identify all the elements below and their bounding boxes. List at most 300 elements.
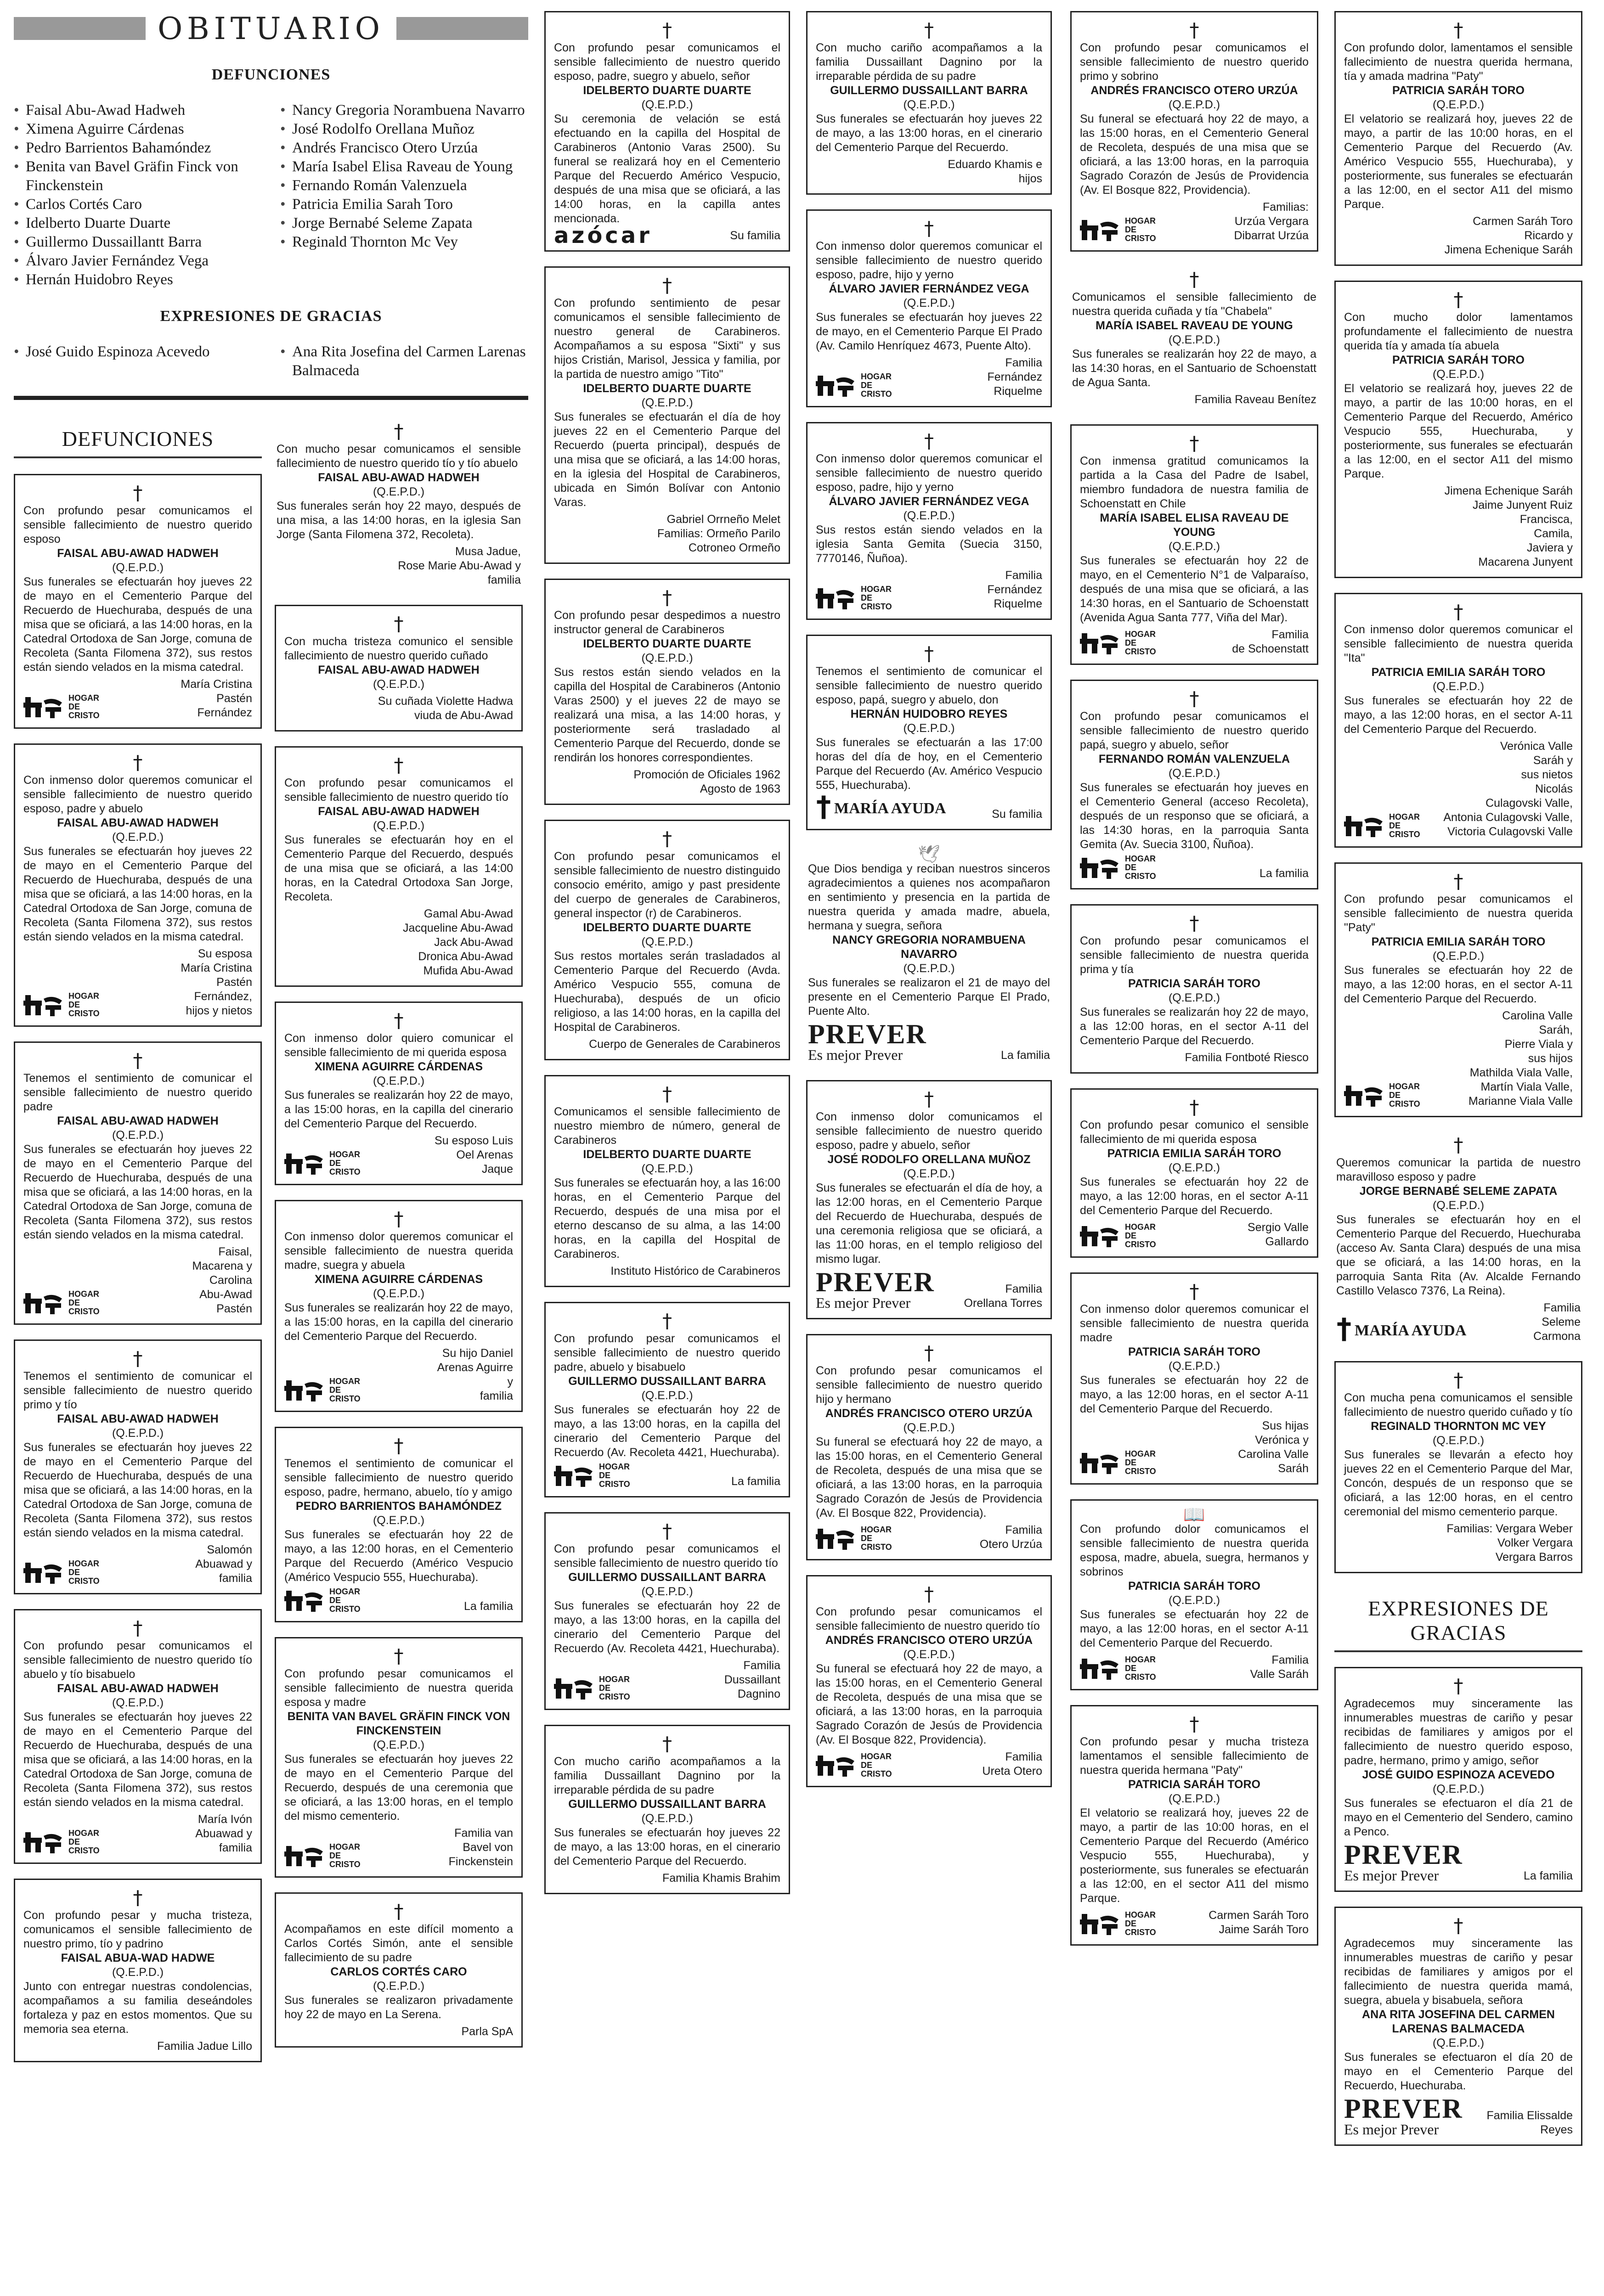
signature-line: Carmen Saráh Toro	[1209, 1909, 1309, 1922]
prever-name: PREVER	[808, 1019, 927, 1049]
notice-details: Junto con entregar nuestras condolencias, acompañamos a su familia deseándoles fortaleza y paz en estos momentos. Que su memoria sea eterna.	[23, 1980, 252, 2036]
notice-details: Su funeral se efectuará hoy 22 de mayo, a las 15:00 horas, en el Cementerio General de Recoleta, después de una misa que se oficiará, a las 13:00 horas, en la parroquia Sagrado Corazón de Jesús de Providencia (Av. El Bosque 822, Providencia).	[816, 1435, 1042, 1519]
signature-line: Bavel von	[463, 1841, 513, 1854]
notice-footer	[23, 677, 252, 720]
index-item: • Guillermo Dussaillantt Barra	[14, 233, 262, 252]
hogar-de-cristo-logo	[284, 1377, 371, 1403]
signature-line: La familia	[464, 1600, 513, 1613]
obituary-notice	[14, 1339, 262, 1594]
notice-intro: Con profundo pesar comunicamos el sensible fallecimiento de nuestro querido tío	[816, 1605, 1042, 1632]
signature-line: Fernández,	[194, 990, 252, 1003]
notice-footer	[816, 356, 1042, 399]
signature	[1443, 739, 1573, 839]
signature	[1248, 1221, 1309, 1249]
signature-line: y	[507, 1375, 513, 1388]
deceased-name: PATRICIA SARÁH TORO	[1392, 84, 1525, 97]
index-item: • Fernando Román Valenzuela	[280, 176, 528, 195]
deceased-name: PATRICIA SARÁH TORO	[1128, 1778, 1260, 1791]
signature-line: Salomón	[207, 1543, 252, 1556]
signature-line: La familia	[1001, 1049, 1050, 1062]
logo-text: HOGAR DE CRISTO	[329, 1150, 361, 1176]
notice-details: Sus restos están siendo velados en la iglesia Santa Gemita (Suecia 3150, 7770146, Ñuñoa).	[816, 523, 1042, 565]
notice-intro: Con inmenso dolor quiero comunicar el sensible fallecimiento de mi querida esposa	[284, 1032, 513, 1059]
notice-footer	[554, 1871, 780, 1885]
obituary-notice	[14, 1609, 262, 1864]
notice-intro: Con profundo pesar comunicamos el sensible fallecimiento de nuestra querida esposa y madre	[284, 1667, 513, 1709]
qepd-label: (Q.E.P.D.)	[373, 819, 425, 832]
obituary-notice	[1070, 266, 1318, 410]
column-6	[1334, 11, 1582, 2161]
signature-line: Familia	[1005, 356, 1042, 369]
notice-intro: Con profundo sentimiento de pesar comunicamos el sensible fallecimiento de nuestro general de Carabineros. Acompañamos a su esposa "Sixti" y sus hijos Cristián, Marisol, Jessica y familia, por la partida de nuestro amigo "Tito"	[554, 297, 780, 381]
signature-line: Pastén	[216, 692, 252, 705]
signature-line: Familia	[1005, 569, 1042, 582]
signature-line: Carolina Valle	[1502, 1009, 1573, 1022]
signature	[987, 356, 1042, 399]
obituary-notice	[806, 11, 1052, 195]
signature-line: Otero Urzúa	[979, 1538, 1042, 1551]
deceased-name: PATRICIA EMILIA SARÁH TORO	[1371, 666, 1546, 679]
index-item: • Ximena Aguirre Cárdenas	[14, 120, 262, 139]
obituary-notice	[1334, 1907, 1582, 2146]
notice-details: Sus funerales se efectuarán a las 17:00 horas del día de hoy, en el Cementerio Parque del Recuerdo (Av. Américo Vespucio 555, Huechuraba).	[816, 736, 1042, 792]
notice-details: Sus funerales se realizarán hoy 22 de mayo, a las 14:30 horas, en el Santuario de Schoenstatt de Agua Santa.	[1072, 348, 1316, 389]
signature-line: Marianne Viala Valle	[1468, 1095, 1573, 1108]
qepd-label: (Q.E.P.D.)	[641, 1162, 693, 1175]
deceased-name: MARÍA ISABEL ELISA RAVEAU DE YOUNG	[1100, 512, 1289, 539]
signature	[464, 1599, 513, 1614]
signature-line: Carmona	[1533, 1330, 1581, 1343]
notices-column-2	[275, 418, 523, 2048]
signature-line: Carolina	[209, 1274, 252, 1287]
prever-tagline: Es mejor Prever	[808, 1047, 903, 1063]
signature	[437, 1346, 513, 1403]
signature-line: Camila,	[1534, 527, 1573, 540]
cross-icon: †	[662, 1083, 672, 1105]
signature	[1209, 1908, 1309, 1937]
logo-text: HOGAR DE CRISTO	[1125, 216, 1156, 243]
signature	[948, 158, 1042, 186]
signature-line: Su esposa	[198, 947, 252, 960]
signature-line: Jaime Saráh Toro	[1219, 1923, 1309, 1936]
notice-intro: Con inmenso dolor comunicamos el sensible fallecimiento de nuestro querido esposo, padre y abuelo, señor	[816, 1110, 1042, 1152]
notice-details: Sus funerales se efectuarán hoy, a las 16:00 horas, en el Cementerio Parque del Recuerdo, después de una misa por el eterno descanso de su alma, a las 14:00 horas, en la capilla del Hospital de Carabineros.	[554, 1176, 780, 1261]
column-4	[806, 11, 1052, 1802]
signature-line: Gamal Abu-Awad	[424, 907, 513, 920]
notice-details: Sus funerales se efectuarán hoy jueves 22 de mayo en el Cementerio Parque del Recuerdo de Huechuraba, después de una misa que se oficiará, a las 14:00 horas, en la Catedral Ortodoxa de San Jorge, comuna de Recoleta (Santa Filomena 372), sus restos están siendo velados en la misma catedral.	[23, 1441, 252, 1539]
notices-column-1	[14, 474, 262, 2062]
prever-logo	[1344, 2093, 1463, 2138]
hogar-de-cristo-logo	[1080, 1223, 1166, 1249]
signature-line: Riquelme	[994, 385, 1042, 398]
deceased-name: PATRICIA SARÁH TORO	[1128, 977, 1260, 990]
signature	[1195, 393, 1316, 407]
signature-line: Saráh	[1278, 1462, 1309, 1475]
obituary-notice	[275, 418, 523, 590]
hogar-de-cristo-logo	[816, 1752, 902, 1778]
notice-details: Su funeral se efectuará hoy 22 de mayo, a las 15:00 horas, en el Cementerio General de Recoleta, después de una misa que se oficiará, a las 13:00 horas, en la parroquia Sagrado Corazón de Jesús de Providencia (Av. El Bosque 822, Providencia).	[816, 1662, 1042, 1746]
deceased-name: GUILLERMO DUSSAILLANT BARRA	[830, 84, 1028, 97]
signature-line: Dagnino	[737, 1688, 780, 1700]
notice-intro: Con mucho cariño acompañamos a la familia Dussaillant Dagnino por la irreparable pérdida de su padre	[554, 1755, 780, 1796]
qepd-label: (Q.E.P.D.)	[112, 1966, 164, 1979]
signature	[181, 677, 252, 720]
signature	[195, 1543, 252, 1586]
signature-line: sus hijos	[1528, 1052, 1573, 1065]
signature-line: Orellana Torres	[964, 1297, 1042, 1310]
signature-line: Dibarrat Urzúa	[1234, 229, 1309, 242]
cross-icon: †	[1453, 19, 1463, 41]
qepd-label: (Q.E.P.D.)	[373, 1287, 425, 1300]
obituario-header	[14, 11, 528, 46]
qepd-label: (Q.E.P.D.)	[1168, 98, 1220, 111]
notice-details: Sus funerales se llevarán a efecto hoy jueves 22 en el Cementerio Parque del Mar, Concón, después de un responso que se oficiará, a las 12:00 horas, en el centro ceremonial del mismo cementerio parque.	[1344, 1448, 1573, 1518]
signature-line: familia	[487, 574, 521, 586]
signature-line: Vergara Barros	[1495, 1551, 1573, 1564]
notice-footer	[1080, 855, 1309, 881]
obituary-notice	[1070, 1272, 1318, 1485]
notice-details: Sus restos están siendo velados en la capilla del Hospital de Carabineros (Antonio Varas 2500) y el jueves 22 de mayo se realizará una misa, a las 14:00 horas, y posteriormente será trasladado al Cementerio Parque del Recuerdo, donde se rendirán los honores correspondientes.	[554, 666, 780, 764]
signature-line: Familias: Vergara Weber	[1446, 1522, 1573, 1535]
notice-footer	[277, 545, 521, 587]
signature-line: Su cuñada Violette Hadwa	[378, 695, 513, 708]
notice-intro: Queremos comunicar la partida de nuestro maravilloso esposo y padre	[1336, 1156, 1581, 1183]
notice-details: Sus funerales se realizaron el 21 de mayo del presente en el Cementerio Parque El Prado, Puente Alto.	[808, 976, 1050, 1018]
signature-line: Antonia Culagovski Valle,	[1443, 811, 1573, 824]
notice-footer	[1080, 1908, 1309, 1937]
hogar-de-cristo-logo	[816, 585, 902, 611]
signature-line: Jaque	[481, 1163, 513, 1176]
deceased-name: ANDRÉS FRANCISCO OTERO URZÚA	[1090, 84, 1298, 97]
cross-icon: †	[1189, 687, 1199, 710]
index-item: • Ana Rita Josefina del Carmen Larenas Balmaceda	[280, 343, 528, 380]
signature-line: Sus hijas	[1262, 1419, 1309, 1432]
hogar-de-cristo-logo	[284, 1587, 371, 1614]
signature-line: Pierre Viala y	[1504, 1038, 1573, 1051]
signature-line: de Schoenstatt	[1232, 642, 1309, 655]
signature-line: Macarena Junyent	[1478, 556, 1573, 568]
qepd-label: (Q.E.P.D.)	[1168, 1161, 1220, 1174]
cross-icon	[816, 795, 831, 822]
index-item: • María Isabel Elisa Raveau de Young	[280, 158, 528, 176]
obituary-notice	[544, 1302, 790, 1497]
notice-details: Sus funerales se efectuarán hoy jueves 22 de mayo en el Cementerio Parque del Recuerdo de Huechuraba, después de una misa que se oficiará, a las 14:00 horas, en la Catedral Ortodoxa de San Jorge, comuna de Recoleta (Santa Filomena 372), sus restos están siendo velados en la misma catedral.	[23, 1143, 252, 1241]
deceased-name: ÁLVARO JAVIER FERNÁNDEZ VEGA	[829, 495, 1029, 508]
signature-line: Martín Viala Valle,	[1480, 1080, 1573, 1093]
cross-icon: †	[662, 827, 672, 850]
logo-text: HOGAR DE CRISTO	[861, 585, 892, 611]
signature-line: Saráh y	[1533, 754, 1573, 767]
logo-text: HOGAR DE CRISTO	[1389, 812, 1420, 839]
index-item: • Patricia Emilia Sarah Toro	[280, 195, 528, 214]
obituary-notice	[806, 1334, 1052, 1560]
index-item: • Benita van Bavel Gräfin Finck von Finckenstein	[14, 158, 262, 195]
cross-icon: †	[1453, 1675, 1463, 1697]
logo-text: HOGAR DE CRISTO	[1125, 1910, 1156, 1937]
notice-footer	[23, 1245, 252, 1316]
signature	[964, 1282, 1042, 1311]
signature-line: Jacqueline Abu-Awad	[403, 922, 513, 934]
prever-tagline: Es mejor Prever	[1344, 1867, 1439, 1884]
deceased-name: FAISAL ABU-AWAD HADWEH	[57, 1682, 219, 1695]
signature-line: Finckenstein	[448, 1855, 513, 1868]
qepd-label: (Q.E.P.D.)	[1432, 1199, 1485, 1212]
notice-footer	[284, 2025, 513, 2039]
logo-text: MARÍA AYUDA	[834, 800, 946, 817]
cross-icon: †	[1189, 19, 1199, 41]
hogar-de-cristo-logo	[284, 1843, 371, 1869]
notice-details: Sus funerales se efectuarán hoy jueves en el Cementerio General (acceso Recoleta), después de un responso que se oficiará, a las 14:30 horas, en la parroquia Santa Gemita (Av. Suecia 3100, Ñuñoa).	[1080, 781, 1309, 851]
signature-line: viuda de Abu-Awad	[414, 709, 513, 722]
deceased-name: JOSÉ GUIDO ESPINOZA ACEVEDO	[1362, 1768, 1555, 1781]
signature-line: sus nietos	[1521, 768, 1573, 781]
notice-details: Sus funerales se efectuarán hoy en el Cementerio Parque del Recuerdo, después de una misa que se oficiará, a las 14:00 horas, en la Catedral Ortodoxa San Jorge, Recoleta.	[284, 833, 513, 903]
obituary-notice	[806, 635, 1052, 830]
notice-footer	[284, 1826, 513, 1869]
notice-intro: Con mucha tristeza comunico el sensible fallecimiento de nuestro querido cuñado	[284, 635, 513, 662]
cross-icon: †	[1453, 1369, 1463, 1391]
notice-intro: Con inmenso dolor queremos comunicar el sensible fallecimiento de nuestra querida "Ita"	[1344, 623, 1573, 664]
notice-intro: Con inmenso dolor queremos comunicar el sensible fallecimiento de nuestro querido esposo, padre, hijo y yerno	[816, 240, 1042, 281]
notice-footer	[284, 1134, 513, 1176]
signature	[987, 568, 1042, 611]
hogar-de-cristo-logo	[1080, 1655, 1166, 1682]
signature-line: Javiera y	[1526, 541, 1573, 554]
signature-line: Jimena Echenique Saráh	[1444, 484, 1573, 497]
signature-line: Verónica y	[1255, 1434, 1309, 1446]
notice-intro: Con mucho cariño acompañamos a la familia Dussaillant Dagnino por la irreparable pérdida de su padre	[816, 41, 1042, 83]
notice-details: Sus funerales se efectuarán hoy 22 de mayo, en el Cementerio N°1 de Valparaíso, después de una misa que se oficiará, a las 14:30 horas, en el Santuario de Schoenstatt (Avenida Agua Santa 777, Viña del Mar).	[1080, 554, 1309, 624]
index-gracias-title: EXPRESIONES DE GRACIAS	[160, 308, 382, 325]
logo-text: HOGAR DE CRISTO	[861, 1752, 892, 1778]
obituary-notice	[275, 1002, 523, 1185]
prever-name: PREVER	[1344, 1840, 1463, 1870]
signature-line: Familia Raveau Benítez	[1194, 393, 1316, 406]
cross-icon: †	[1189, 1096, 1199, 1119]
obituary-notice	[1070, 904, 1318, 1074]
signature-line: Carolina Valle	[1238, 1448, 1309, 1461]
signature-line: Familias:	[1262, 201, 1309, 214]
qepd-label: (Q.E.P.D.)	[641, 1812, 693, 1825]
prever-logo	[1344, 1842, 1463, 1883]
notice-intro: Agradecemos muy sinceramente las innumerables muestras de cariño y pesar recibidas de familiares y amigos por el fallecimiento de nuestro querido esposo, padre, hermano, primo y amigo, señor	[1344, 1697, 1573, 1767]
obituary-notice	[1334, 1132, 1582, 1346]
notice-details: Sus funerales se efectuarán hoy 22 de mayo, a las 12:00 horas, en el sector A-11 del Cementerio Parque del Recuerdo.	[1080, 1176, 1309, 1217]
signature	[1445, 214, 1573, 257]
notice-details: Sus funerales se efectuarán hoy jueves 22 de mayo, a las 13:00 horas, en el cinerario del Cementerio Parque del Recuerdo.	[554, 1826, 780, 1868]
signature-line: Eduardo Khamis e	[948, 158, 1042, 171]
qepd-label: (Q.E.P.D.)	[1432, 98, 1485, 111]
hogar-de-cristo-logo	[23, 1559, 110, 1586]
signature	[730, 229, 780, 243]
obituary-notice	[275, 1637, 523, 1878]
notice-footer	[284, 694, 513, 723]
signature	[1445, 484, 1573, 569]
notice-details: Sus funerales se efectuarán hoy jueves 22 de mayo en el Cementerio Parque del Recuerdo de Huechuraba, después de una misa que se oficiará, a las 14:00 horas, en la Catedral Ortodoxa de San Jorge, comuna de Recoleta (Santa Filomena 372), sus restos están siendo velados en la misma catedral.	[23, 1711, 252, 1809]
signature-line: Familia van	[454, 1827, 513, 1840]
qepd-label: (Q.E.P.D.)	[112, 1696, 164, 1709]
notice-details: Sus funerales se efectuaron el día 20 de mayo en el Cementerio Parque del Recuerdo, Huechuraba.	[1344, 2051, 1573, 2092]
signature-line: Su hijo Daniel	[442, 1347, 513, 1360]
notice-intro: Con profundo pesar comunicamos el sensible fallecimiento de nuestro querido tío	[554, 1542, 780, 1570]
qepd-label: (Q.E.P.D.)	[1168, 333, 1220, 346]
signature-line: Parla SpA	[461, 2025, 513, 2038]
notice-footer	[284, 1346, 513, 1403]
index-defunciones	[14, 101, 528, 289]
qepd-label: (Q.E.P.D.)	[1432, 2037, 1485, 2049]
notice-details: Sus funerales se efectuaron el día 21 de mayo en el Cementerio del Sendero, camino a Penco.	[1344, 1797, 1573, 1838]
notice-intro: Tenemos el sentimiento de comunicar el sensible fallecimiento de nuestro querido padre	[23, 1072, 252, 1113]
qepd-label: (Q.E.P.D.)	[903, 1421, 955, 1434]
signature	[662, 1871, 780, 1885]
deceased-name: GUILLERMO DUSSAILLANT BARRA	[568, 1375, 766, 1388]
notice-intro: Con profundo pesar comunico el sensible fallecimiento de mi querida esposa	[1080, 1119, 1309, 1146]
cross-icon: †	[924, 1583, 934, 1605]
obituary-notice	[1070, 424, 1318, 665]
qepd-label: (Q.E.P.D.)	[1432, 368, 1485, 381]
qepd-label: (Q.E.P.D.)	[903, 1648, 955, 1661]
signature-line: Fernández	[987, 371, 1042, 383]
cross-icon: †	[924, 217, 934, 240]
cross-icon: †	[1189, 1713, 1199, 1735]
deceased-name: MARÍA ISABEL RAVEAU DE YOUNG	[1096, 319, 1293, 332]
notice-intro: Con profundo pesar comunicamos el sensible fallecimiento de nuestro querido tío abuelo y tío bisabuelo	[23, 1639, 252, 1681]
cross-icon: †	[924, 642, 934, 665]
qepd-label: (Q.E.P.D.)	[903, 1167, 955, 1180]
hogar-de-cristo-logo	[816, 372, 902, 399]
notice-footer	[1080, 1653, 1309, 1682]
deceased-name: JORGE BERNABÉ SELEME ZAPATA	[1359, 1185, 1558, 1198]
hogar-de-cristo-logo	[1080, 855, 1166, 881]
qepd-label: (Q.E.P.D.)	[373, 678, 425, 691]
hogar-de-cristo-logo	[1080, 1450, 1166, 1476]
page-title: OBITUARIO	[158, 11, 384, 46]
qepd-label: (Q.E.P.D.)	[903, 297, 955, 310]
cross-icon: †	[924, 1088, 934, 1110]
obituary-notice	[544, 266, 790, 564]
signature-line: Urzúa Vergara	[1234, 215, 1309, 228]
deceased-name: PATRICIA SARÁH TORO	[1128, 1580, 1260, 1593]
qepd-label: (Q.E.P.D.)	[373, 1980, 425, 1992]
signature	[1001, 1048, 1050, 1063]
signature-line: Familia	[1271, 1654, 1309, 1666]
signature-line: Familias: Ormeño Parilo	[657, 527, 780, 540]
signature-line: Fernández	[197, 706, 252, 719]
divider	[14, 396, 528, 400]
notice-intro: Con profundo pesar comunicamos el sensible fallecimiento de nuestro distinguido consocio emérito, amigo y past presidente del cuerpo de generales de Carabineros, general inspector (r) de Carabineros.	[554, 850, 780, 920]
notice-footer	[23, 1812, 252, 1855]
cross-icon: †	[662, 1310, 672, 1332]
prever-logo	[816, 1269, 935, 1311]
notice-intro: Con inmensa gratitud comunicamos la partida a la Casa del Padre de Isabel, miembro fundadora de nuestra familia de Schoenstatt en Chile	[1080, 455, 1309, 510]
hogar-de-cristo-logo	[1080, 630, 1166, 656]
cross-icon: †	[394, 420, 404, 443]
signature-line: Valle Saráh	[1250, 1668, 1309, 1681]
maria-ayuda-logo	[1336, 1317, 1466, 1344]
deceased-name: ANDRÉS FRANCISCO OTERO URZÚA	[825, 1634, 1033, 1647]
signature-line: Familia	[1005, 1750, 1042, 1763]
obituary-notice	[544, 11, 790, 252]
signature-line: María Cristina	[181, 678, 252, 691]
notice-details: Sus funerales se realizaron privadamente hoy 22 de mayo en La Serena.	[284, 1994, 513, 2021]
obituary-notice	[1070, 680, 1318, 889]
notice-details: Sus funerales serán hoy 22 mayo, después de una misa, a las 14:00 horas, en la iglesia San Jorge (Santa Filomena 372, Recoleta).	[277, 500, 521, 541]
deceased-name: PATRICIA SARÁH TORO	[1128, 1345, 1260, 1358]
logo-text: HOGAR DE CRISTO	[329, 1587, 361, 1614]
qepd-label: (Q.E.P.D.)	[1168, 1360, 1220, 1373]
signature-line: María Ivón	[198, 1813, 252, 1826]
notice-intro: Con inmenso dolor queremos comunicar el sensible fallecimiento de nuestro querido esposo, padre, hijo y yerno	[816, 452, 1042, 494]
signature-line: Francisca,	[1519, 513, 1573, 526]
notice-footer	[1080, 1221, 1309, 1249]
deceased-name: FAISAL ABU-AWAD HADWEH	[318, 805, 480, 818]
notice-details: Sus restos mortales serán trasladados al Cementerio Parque del Recuerdo (Avda. Américo Vespucio 555, comuna de Huechuraba), después de un oficio religioso, a las 14:00 horas, en la capilla del Hospital de Carabineros.	[554, 950, 780, 1034]
deceased-name: HERNÁN HUIDOBRO REYES	[850, 708, 1008, 720]
signature-line: Mathilda Viala Valle,	[1469, 1066, 1573, 1079]
notice-intro: Con profundo pesar comunicamos el sensible fallecimiento de nuestro querido tío	[284, 777, 513, 804]
notice-footer	[554, 1463, 780, 1489]
hogar-de-cristo-logo	[23, 1290, 110, 1316]
notice-intro: Que Dios bendiga y reciban nuestros sinceros agradecimientos a quienes nos acompañaron en sentimiento y presencia en la partida de nuestra querida y amada madre, abuela, hermana y suegra, señora	[808, 862, 1050, 932]
notice-intro: Con inmenso dolor queremos comunicar el sensible fallecimiento de nuestra querida madre, suegra y abuela	[284, 1230, 513, 1272]
notice-footer	[23, 2039, 252, 2054]
index-item: • Andrés Francisco Otero Urzúa	[280, 139, 528, 158]
notice-intro: Tenemos el sentimiento de comunicar el sensible fallecimiento de nuestro querido primo y tío	[23, 1370, 252, 1411]
signature-line: Familia	[1543, 1301, 1581, 1314]
obituary-notice	[1070, 1705, 1318, 1946]
notice-intro: Comunicamos el sensible fallecimiento de nuestra querida cuñada y tía "Chabela"	[1072, 291, 1316, 318]
obituary-notice	[1334, 281, 1582, 578]
prever-logo	[808, 1021, 927, 1063]
obituary-notice	[806, 845, 1052, 1065]
logo-text: HOGAR DE CRISTO	[68, 1289, 100, 1316]
index-item: • Idelberto Duarte Duarte	[14, 214, 262, 233]
obituary-notice	[14, 1879, 262, 2062]
deceased-name: XIMENA AGUIRRE CÁRDENAS	[314, 1060, 483, 1073]
obituary-notice	[806, 1080, 1052, 1319]
signature-line: Jimena Echenique Saráh	[1444, 243, 1573, 256]
cross-icon: †	[924, 430, 934, 452]
signature	[1486, 2109, 1573, 2137]
signature-line: Familia Jadue Lillo	[157, 2040, 252, 2053]
signature-line: Oel Arenas	[456, 1148, 513, 1161]
index-item: • Álvaro Javier Fernández Vega	[14, 252, 262, 270]
qepd-label: (Q.E.P.D.)	[1168, 540, 1220, 553]
signature-line: Familia	[1005, 1524, 1042, 1536]
cross-icon: †	[133, 1049, 143, 1072]
qepd-label: (Q.E.P.D.)	[373, 485, 425, 498]
logo-text: HOGAR DE CRISTO	[1125, 1449, 1156, 1476]
qepd-label: (Q.E.P.D.)	[1432, 1783, 1485, 1795]
notice-intro: Con profundo dolor comunicamos el sensible fallecimiento de nuestra querida esposa, madre, abuela, suegra, hermanos y sobrinos	[1080, 1523, 1309, 1578]
signature-line: Gallardo	[1265, 1235, 1309, 1248]
signature-line: Ricardo y	[1524, 229, 1573, 242]
obituary-notice	[544, 1512, 790, 1710]
signature-line: Ureta Otero	[982, 1765, 1042, 1778]
notice-details: Sus funerales se efectuarán hoy jueves 22 de mayo, en el Cementerio Parque El Prado (Av. Camilo Henríquez 4673, Puente Alto).	[816, 311, 1042, 352]
signature-line: Sergio Valle	[1248, 1221, 1309, 1234]
signature-line: Jack Abu-Awad	[434, 936, 513, 949]
cross-icon: †	[133, 751, 143, 774]
cross-icon: †	[133, 482, 143, 504]
notice-footer	[554, 1037, 780, 1052]
notice-footer	[1344, 214, 1573, 257]
deceased-name: PATRICIA SARÁH TORO	[1392, 354, 1525, 366]
signature-line: Victoria Culagovski Valle	[1447, 825, 1573, 838]
signature-line: familia	[219, 1841, 252, 1854]
cross-icon	[1336, 1317, 1352, 1344]
prever-name: PREVER	[816, 1267, 935, 1297]
